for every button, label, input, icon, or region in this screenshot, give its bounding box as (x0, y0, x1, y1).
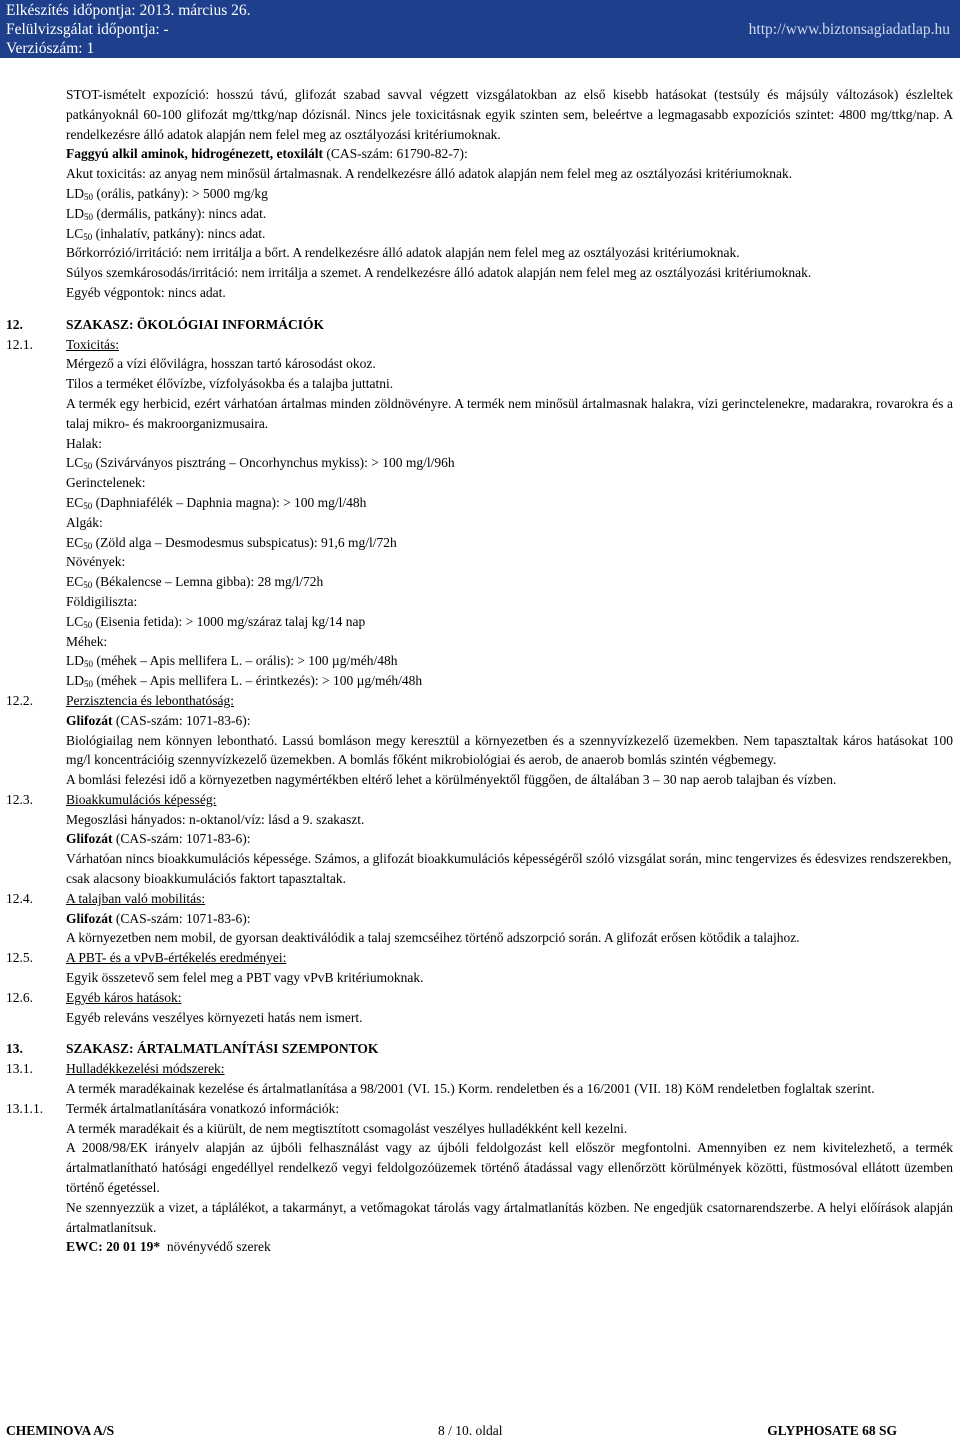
subscript: 50 (84, 191, 93, 202)
footer-page-number: 8 / 10. oldal (438, 1423, 503, 1438)
pbt-line: Egyik összetevő sem felel meg a PBT vagy vPvB kritériumoknak. (66, 970, 424, 986)
invert-label: Gerinctelenek: (66, 475, 146, 491)
subsection-number: 12.3. (6, 791, 33, 807)
ld-label: LD (66, 653, 84, 669)
subsection-title: Egyéb káros hatások: (66, 989, 182, 1005)
tox-line-2: Tilos a terméket élővízbe, vízfolyásokba és a talajba juttatni. (66, 376, 394, 392)
pers-paragraph-1: Biológiailag nem könnyen lebontható. Lassú bomláson megy keresztül a környezetben és a szennyvízkezelő üzemekben. Nem tapasztaltak káros hatásokat 100 mg/l koncentrációig szennyvízkezelő üzemekben. A bomlás főként mikrobiológiai és aerob, de anaerob bomlás szintén végbemegy. (66, 732, 953, 768)
other-effects-line: Egyéb releváns veszélyes környezeti hatás nem ismert. (66, 1009, 363, 1025)
tallow-other: Egyéb végpontok: nincs adat. (66, 284, 226, 300)
section-number: 13. (6, 1041, 23, 1057)
subscript: 50 (83, 619, 93, 630)
invert-value (0, 493, 960, 513)
value-text: (Eisenia fetida): > 1000 mg/száraz talaj kg/14 nap (92, 613, 366, 629)
page-header (0, 0, 960, 58)
disposal-line-1: A termék maradékait és a kiürült, de nem megtisztított csomagolást veszélyes hulladékként kell kezelni. (66, 1120, 628, 1136)
ld-text: (orális, patkány): > 5000 mg/kg (93, 185, 268, 201)
footer-company: CHEMINOVA A/S (6, 1423, 115, 1438)
algae-label: Algák: (66, 514, 103, 530)
subscript: 50 (83, 461, 93, 472)
substance-name: Glifozát (66, 712, 113, 728)
subsection-number: 13.1. (6, 1061, 33, 1077)
version-number: Verziószám: 1 (6, 40, 95, 57)
subsection-title: Termék ártalmatlanítására vonatkozó információk: (66, 1100, 340, 1116)
section-12-heading (0, 315, 960, 335)
disposal-paragraph-3: Ne szennyezzük a vizet, a táplálékot, a takarmányt, a vetőmagokat tárolás vagy ártalmatlanítás közben. Ne engedjük csatornarendszerbe. A helyi előírások alapján ártalmatlanítsuk. (66, 1199, 953, 1235)
bee-label: Méhek: (66, 633, 108, 649)
fish-value (0, 453, 960, 473)
value-text: (Zöld alga – Desmodesmus subspicatus): 91,6 mg/l/72h (92, 534, 397, 550)
subsection-title: Perzisztencia és lebonthatóság: (66, 692, 234, 708)
bio-substance (0, 829, 960, 849)
ld-label: LD (66, 185, 84, 201)
page-footer (0, 1420, 960, 1442)
subsection-12-3 (0, 790, 960, 810)
tallow-ld50-dermal (0, 204, 960, 224)
subsection-number: 12.6. (6, 989, 33, 1005)
header-info (6, 1, 251, 58)
ld-label: LD (66, 205, 84, 221)
cas-number: (CAS-szám: 1071-83-6): (112, 910, 251, 926)
subscript: 50 (84, 659, 93, 670)
ld-text: (dermális, patkány): nincs adat. (93, 205, 267, 221)
subsection-title: A talajban való mobilitás: (66, 890, 206, 906)
lc-label: LC (66, 225, 84, 241)
bio-paragraph: Várhatóan nincs bioakkumulációs képessége. Számos, a glifozát bioakkumulációs képességéről szóló vizsgálat során, minc tengervizes és édesvizes rendszerekben, csak alacsony bioakkumulációs faktort tapasztaltak. (66, 851, 952, 887)
plants-label: Növények: (66, 554, 126, 570)
lc-label: LC (66, 613, 84, 629)
tallow-ld50-oral (0, 184, 960, 204)
subsection-13-1-1 (0, 1099, 960, 1119)
subsection-title: Hulladékkezelési módszerek: (66, 1061, 225, 1077)
subsection-number: 12.1. (6, 336, 33, 352)
cas-number: (CAS-szám: 1071-83-6): (112, 712, 251, 728)
disposal-paragraph-2: A 2008/98/EK irányelv alapján az újbóli felhasználást vagy az újbóli feldolgozást kell először megfontolni. Amennyiben ez nem kivitelezhető, a termék ártalmatlanítható hatósági engedéllyel rendelkező vegyi feldolgozóüzemek történő átadással vagy ellenőrzött körülmények közötti, füstmosóval ellátott üzemben történő égetéssel. (66, 1140, 953, 1196)
bee-contact-value (0, 671, 960, 691)
ec-label: EC (66, 574, 84, 590)
ewc-code: EWC: 20 01 19* (66, 1239, 161, 1255)
subsection-number: 12.4. (6, 890, 33, 906)
lc-text: (inhalatív, patkány): nincs adat. (92, 225, 266, 241)
tallow-heading (0, 144, 960, 164)
tallow-cas: (CAS-szám: 61790-82-7): (323, 146, 468, 162)
substance-name: Glifozát (66, 910, 113, 926)
substance-name: Glifozát (66, 831, 113, 847)
ewc-line (0, 1237, 960, 1257)
subsection-number: 13.1.1. (6, 1100, 44, 1116)
worm-label: Földigiliszta: (66, 593, 138, 609)
value-text: (méhek – Apis mellifera L. – érintkezés): > 100 µg/méh/48h (93, 673, 423, 689)
value-text: (Daphniafélék – Daphnia magna): > 100 mg/l/48h (92, 494, 367, 510)
subsection-12-5 (0, 948, 960, 968)
subsection-number: 12.2. (6, 692, 33, 708)
subscript: 50 (83, 580, 93, 591)
tallow-skin: Bőrkorrózió/irritáció: nem irritálja a bőrt. A rendelkezésre álló adatok alapján nem felel meg az osztályozási kritériumoknak. (66, 245, 740, 261)
section-title: SZAKASZ: ÖKOLÓGIAI INFORMÁCIÓK (66, 316, 325, 332)
tallow-acute: Akut toxicitás: az anyag nem minősül ártalmasnak. A rendelkezésre álló adatok alapján nem felel meg az osztályozási kritériumoknak. (66, 166, 793, 182)
document-body (0, 85, 960, 1257)
subscript: 50 (83, 540, 93, 551)
subsection-title: A PBT- és a vPvB-értékelés eredményei: (66, 950, 287, 966)
header-url-link[interactable]: http://www.biztonsagiadatlap.hu (748, 21, 950, 38)
value-text: (méhek – Apis mellifera L. – orális): > 100 µg/méh/48h (93, 653, 398, 669)
tallow-lc50-inhal (0, 224, 960, 244)
created-date: Elkészítés időpontja: 2013. március 26. (6, 2, 251, 19)
bee-oral-value (0, 651, 960, 671)
bio-line-1: Megoszlási hányados: n-oktanol/víz: lásd a 9. szakaszt. (66, 811, 365, 827)
tox-line-3: A termék egy herbicid, ezért várhatóan ártalmas minden zöldnövényre. A termék nem minősül ártalmasnak halakra, vízi gerinctelenekre, madarakra, rovarokra és a talaj mikro- és makroorganizmusaira. (66, 395, 953, 431)
section-title: SZAKASZ: ÁRTALMATLANÍTÁSI SZEMPONTOK (66, 1041, 379, 1057)
section-number: 12. (6, 316, 23, 332)
tallow-eye: Súlyos szemkárosodás/irritáció: nem irritálja a szemet. A rendelkezésre álló adatok alapján nem felel meg az osztályozási kritériumoknak. (66, 265, 812, 281)
subscript: 50 (84, 211, 93, 222)
subsection-title: Toxicitás: (66, 336, 120, 352)
algae-value (0, 533, 960, 553)
footer-product: GLYPHOSATE 68 SG (767, 1423, 897, 1438)
ec-label: EC (66, 494, 84, 510)
lc-label: LC (66, 455, 84, 471)
fish-label: Halak: (66, 435, 102, 451)
subsection-12-1 (0, 335, 960, 355)
stot-paragraph: STOT-ismételt expozíció: hosszú távú, glifozát szabad savval végzett vizsgálatokban az első kisebb hatásokat (testsúly és májsúly változások) észleltek patkányoknál 60-100 glifozát mg/ttkg/nap dózisnál. Nincs jele toxicitásnak egyik szinten sem, beleértve a legmagasabb expozíciós szintet: 4800 mg/ttkg/nap. A rendelkezésre álló adatok alapján nem felel meg az osztályozási kritériumoknak. (66, 87, 953, 142)
value-text: (Szivárványos pisztráng – Oncorhynchus mykiss): > 100 mg/l/96h (92, 455, 455, 471)
subsection-12-2 (0, 691, 960, 711)
worm-value (0, 612, 960, 632)
ld-label: LD (66, 673, 84, 689)
mob-paragraph: A környezetben nem mobil, de gyorsan deaktiválódik a talaj szemcséihez történő adszorpció során. A glifozát erősen kötődik a talajhoz. (66, 930, 800, 946)
waste-paragraph: A termék maradékainak kezelése és ártalmatlanítása a 98/2001 (VI. 15.) Korm. rendeletben és a 16/2001 (VII. 18) KöM rendeletben foglaltak szerint. (66, 1081, 875, 1097)
ec-label: EC (66, 534, 84, 550)
section-13-heading (0, 1039, 960, 1059)
subsection-13-1 (0, 1059, 960, 1079)
tallow-name: Faggyú alkil aminok, hidrogénezett, etoxilált (66, 146, 323, 162)
plants-value (0, 572, 960, 592)
revision-date: Felülvizsgálat időpontja: - (6, 21, 169, 38)
pers-substance (0, 711, 960, 731)
subsection-12-6 (0, 988, 960, 1008)
subscript: 50 (83, 231, 93, 242)
subscript: 50 (83, 500, 93, 511)
pers-paragraph-2: A bomlási felezési idő a környezetben nagymértékben eltérő lehet a körülményektől függően, de általában 3 – 30 nap aerob talajban és vízben. (66, 772, 837, 788)
subsection-12-4 (0, 889, 960, 909)
cas-number: (CAS-szám: 1071-83-6): (112, 831, 251, 847)
value-text: (Békalencse – Lemna gibba): 28 mg/l/72h (92, 574, 324, 590)
mob-substance (0, 909, 960, 929)
tox-line-1: Mérgező a vízi élővilágra, hosszan tartó károsodást okoz. (66, 356, 376, 372)
subsection-title: Bioakkumulációs képesség: (66, 791, 217, 807)
subscript: 50 (84, 679, 93, 690)
ewc-description: növényvédő szerek (160, 1239, 271, 1255)
subsection-number: 12.5. (6, 950, 33, 966)
